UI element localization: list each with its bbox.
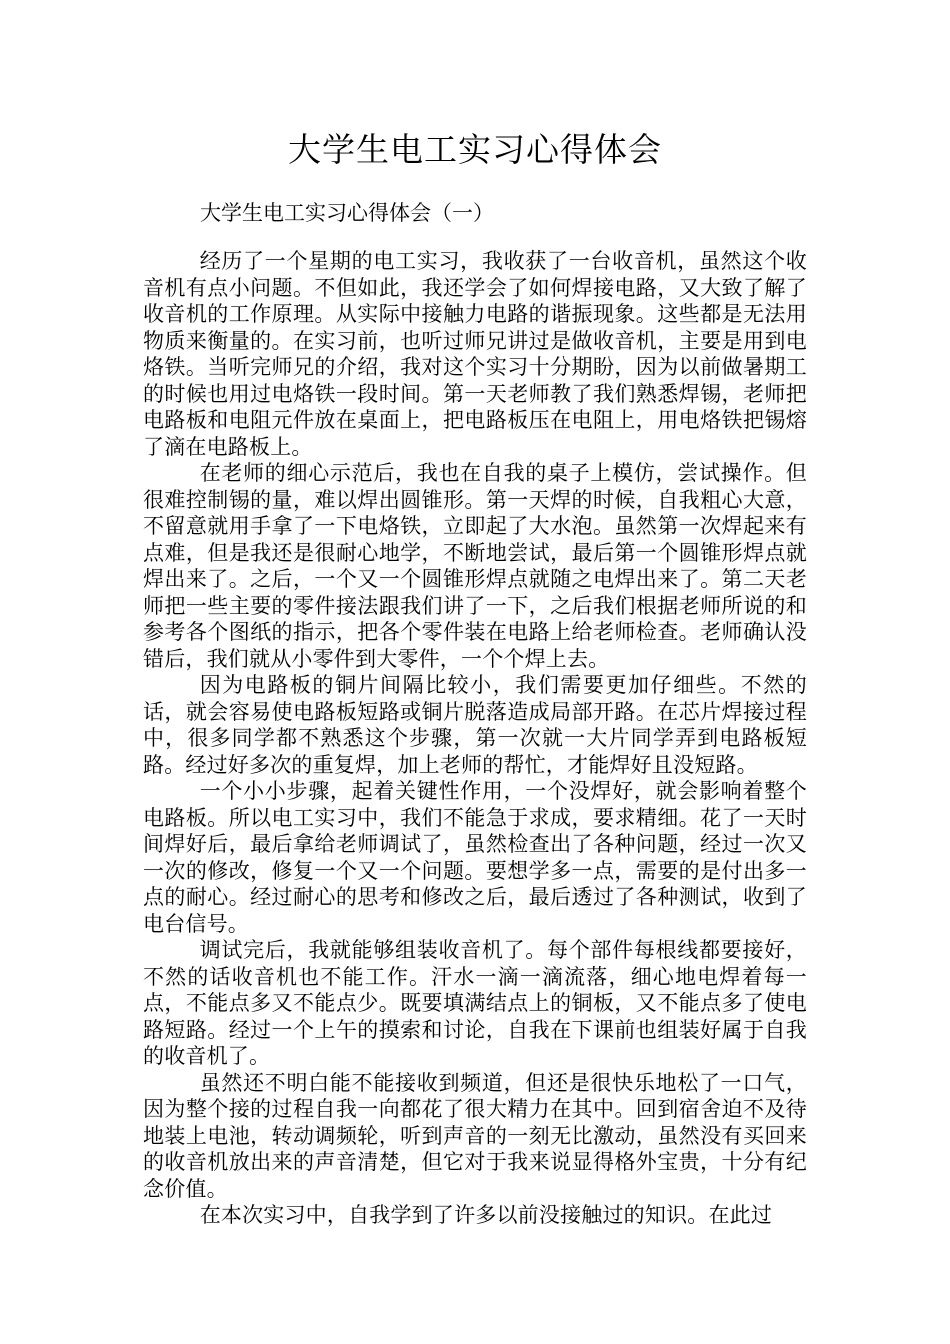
document-title: 大学生电工实习心得体会 xyxy=(288,130,662,169)
paragraph-2: 在老师的细心示范后，我也在自我的桌子上模仿，尝试操作。但很难控制锡的量，难以焊出圆锥形。第一天焊的时候，自我粗心大意，不留意就用手拿了一下电烙铁，立即起了大水泡。虽然第一次焊起来有点难，但是我还是很耐心地学，不断地尝试，最后第一个圆锥形焊点就焊出来了。之后，一个又一个圆锥形焊点就随之电焊出来了。第二天老师把一些主要的零件接法跟我们讲了一下，之后我们根据老师所说的和参考各个图纸的指示，把各个零件装在电路上给老师检查。老师确认没错后，我们就从小零件到大零件，一个个焊上去。 xyxy=(143,461,807,671)
paragraph-3: 因为电路板的铜片间隔比较小，我们需要更加仔细些。不然的话，就会容易使电路板短路或铜片脱落造成局部开路。在芯片焊接过程中，很多同学都不熟悉这个步骤，第一次就一大片同学弄到电路板短路。经过好多次的重复焊，加上老师的帮忙，才能焊好且没短路。 xyxy=(143,673,807,777)
paragraph-6: 虽然还不明白能不能接收到频道，但还是很快乐地松了一口气，因为整个接的过程自我一向都花了很大精力在其中。回到宿舍迫不及待地装上电池，转动调频轮，听到声音的一刻无比激动，虽然没有买回来的收音机放出来的声音清楚，但它对于我来说显得格外宝贵，十分有纪念价值。 xyxy=(143,1070,807,1201)
document-subtitle: 大学生电工实习心得体会（一） xyxy=(200,201,494,225)
paragraph-4: 一个小小步骤，起着关键性作用，一个没焊好，就会影响着整个电路板。所以电工实习中，我们不能急于求成，要求精细。花了一天时间焊好后，最后拿给老师调试了，虽然检查出了各种问题，经过一次又一次的修改，修复一个又一个问题。要想学多一点，需要的是付出多一点的耐心。经过耐心的思考和修改之后，最后透过了各种测试，收到了电台信号。 xyxy=(143,779,807,936)
document-body xyxy=(143,248,807,1229)
paragraph-1: 经历了一个星期的电工实习，我收获了一台收音机，虽然这个收音机有点小问题。不但如此，我还学会了如何焊接电路，又大致了解了收音机的工作原理。从实际中接触力电路的谐振现象。这些都是无法用物质来衡量的。在实习前，也听过师兄讲过是做收音机，主要是用到电烙铁。当听完师兄的介绍，我对这个实习十分期盼，因为以前做暑期工的时候也用过电烙铁一段时间。第一天老师教了我们熟悉焊锡，老师把电路板和电阻元件放在桌面上，把电路板压在电阻上，用电烙铁把锡熔了滴在电路板上。 xyxy=(143,249,807,459)
paragraph-7: 在本次实习中，自我学到了许多以前没接触过的知识。在此过 xyxy=(199,1203,773,1227)
paragraph-5: 调试完后，我就能够组装收音机了。每个部件每根线都要接好，不然的话收音机也不能工作。汗水一滴一滴流落，细心地电焊着每一点，不能点多又不能点少。既要填满结点上的铜板，又不能点多了使电路短路。经过一个上午的摸索和讨论，自我在下课前也组装好属于自我的收音机了。 xyxy=(143,938,807,1068)
